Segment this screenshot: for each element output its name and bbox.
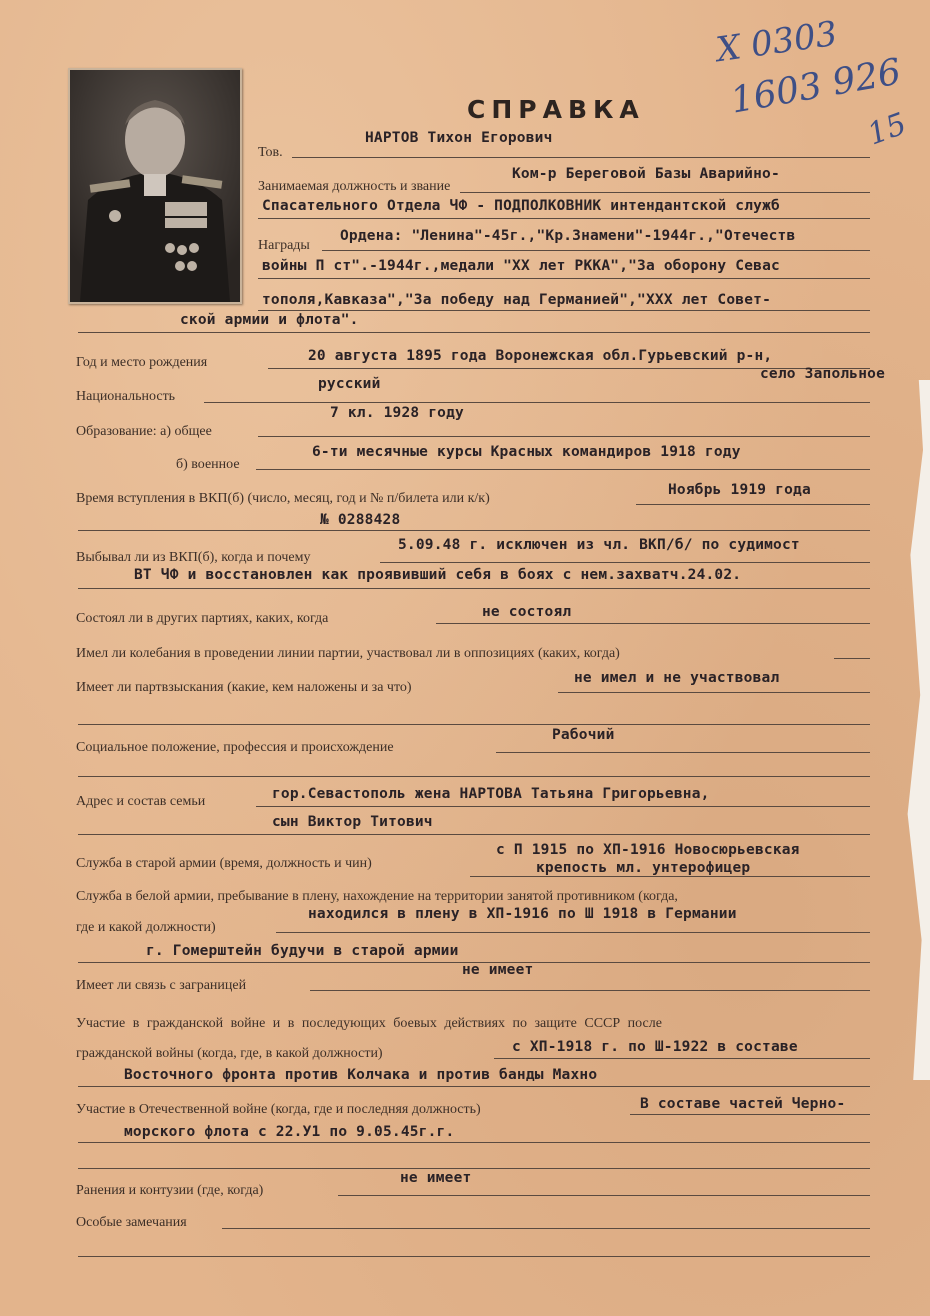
form-line: [310, 990, 870, 991]
torn-edge: [902, 380, 930, 1080]
handwritten-note: Х 0303: [713, 13, 840, 71]
awards-label: Награды: [258, 238, 310, 253]
form-line: [78, 1168, 870, 1169]
document-title: СПРАВКА: [467, 95, 645, 124]
name-value: НАРТОВ Тихон Егорович: [365, 130, 553, 146]
form-line: [204, 402, 870, 403]
form-line: [78, 1142, 870, 1143]
form-line: [630, 1114, 870, 1115]
social-label: Социальное положение, профессия и происхождение: [76, 740, 394, 755]
wounds-label: Ранения и контузии (где, когда): [76, 1183, 264, 1198]
ww2-value: морского флота с 22.У1 по 9.05.45г.г.: [124, 1124, 455, 1140]
portrait-photo: [68, 68, 242, 304]
form-line: [256, 469, 870, 470]
form-line: [276, 932, 870, 933]
form-line: [78, 332, 870, 333]
penalties-label: Имеет ли партвзыскания (какие, кем наложены и за что): [76, 680, 412, 695]
form-line: [258, 436, 870, 437]
social-value: Рабочий: [552, 727, 615, 743]
awards-value: Ордена: "Ленина"-45г.,"Кр.Знамени"-1944г.,"Отечеств: [340, 228, 796, 244]
education-military-label: б) военное: [176, 457, 240, 472]
awards-value: ской армии и флота".: [180, 312, 359, 328]
white-army-label: где и какой должности): [76, 920, 216, 935]
form-line: [436, 623, 870, 624]
ww2-label: Участие в Отечественной войне (когда, где и последняя должность): [76, 1102, 481, 1117]
form-line: [256, 806, 870, 807]
form-line: [460, 192, 870, 193]
old-army-label: Служба в старой армии (время, должность и чин): [76, 856, 372, 871]
party-exit-label: Выбывал ли из ВКП(б), когда и почему: [76, 550, 311, 565]
party-join-label: Время вступления в ВКП(б) (число, месяц, год и № п/билета или к/к): [76, 491, 490, 506]
other-parties-value: не состоял: [482, 604, 572, 620]
party-join-value: Ноябрь 1919 года: [668, 482, 811, 498]
address-value: гор.Севастополь жена НАРТОВА Татьяна Григорьевна,: [272, 786, 710, 802]
civil-war-label: Участие в гражданской войне и в последующих боевых действиях по защите СССР после: [76, 1016, 662, 1031]
civil-war-label: гражданской войны (когда, где, в какой должности): [76, 1046, 383, 1061]
form-line: [834, 658, 870, 659]
birth-value: 20 августа 1895 года Воронежская обл.Гурьевский р-н,: [308, 348, 773, 364]
form-line: [496, 752, 870, 753]
form-line: [78, 588, 870, 589]
form-line: [78, 834, 870, 835]
form-line: [222, 1228, 870, 1229]
civil-war-value: с ХП-1918 г. по Ш-1922 в составе: [512, 1039, 798, 1055]
form-line: [494, 1058, 870, 1059]
old-army-value: с П 1915 по ХП-1916 Новосюрьевская: [496, 842, 800, 858]
other-parties-label: Состоял ли в других партиях, каких, когда: [76, 611, 329, 626]
form-line: [470, 876, 870, 877]
awards-value: тополя,Кавказа","За победу над Германией","XXX лет Совет-: [262, 292, 771, 308]
handwritten-note: 1603 926: [727, 51, 905, 122]
address-label: Адрес и состав семьи: [76, 794, 206, 809]
old-army-value: крепость мл. унтерофицер: [536, 860, 751, 876]
party-card-value: № 0288428: [320, 512, 401, 528]
position-value: Ком-р Береговой Базы Аварийно-: [512, 166, 780, 182]
abroad-label: Имеет ли связь с заграницей: [76, 978, 247, 993]
form-line: [258, 310, 870, 311]
oppositions-label: Имел ли колебания в проведении линии партии, участвовал ли в оппозициях (каких, когда): [76, 646, 620, 661]
penalties-value: не имел и не участвовал: [574, 670, 780, 686]
form-line: [78, 776, 870, 777]
handwritten-note: 15: [863, 106, 912, 153]
white-army-value: г. Гомерштейн будучи в старой армии: [146, 943, 459, 959]
form-line: [258, 278, 870, 279]
form-line: [78, 1086, 870, 1087]
abroad-value: не имеет: [462, 962, 534, 978]
form-line: [78, 1256, 870, 1257]
position-label: Занимаемая должность и звание: [258, 179, 451, 194]
form-line: [78, 724, 870, 725]
awards-value: войны П ст".-1944г.,медали "XX лет РККА","За оборону Севас: [262, 258, 780, 274]
education-general-label: Образование: а) общее: [76, 424, 212, 439]
form-line: [78, 530, 870, 531]
ww2-value: В составе частей Черно-: [640, 1096, 846, 1112]
birth-label: Год и место рождения: [76, 355, 208, 370]
remarks-label: Особые замечания: [76, 1215, 187, 1230]
education-general-value: 7 кл. 1928 году: [330, 405, 464, 421]
education-military-value: 6-ти месячные курсы Красных командиров 1918 году: [312, 444, 741, 460]
white-army-value: находился в плену в ХП-1916 по Ш 1918 в Германии: [308, 906, 737, 922]
form-line: [292, 157, 870, 158]
nationality-value: русский: [318, 376, 381, 392]
nationality-label: Национальность: [76, 389, 176, 404]
form-line: [258, 218, 870, 219]
name-label: Тов.: [258, 145, 283, 160]
party-exit-value: 5.09.48 г. исключен из чл. ВКП/б/ по судимост: [398, 537, 800, 553]
position-value: Спасательного Отдела ЧФ - ПОДПОЛКОВНИК интендантской служб: [262, 198, 780, 214]
form-line: [380, 562, 870, 563]
white-army-label: Служба в белой армии, пребывание в плену, нахождение на территории занятой противником (когда,: [76, 889, 678, 904]
address-value: сын Виктор Титович: [272, 814, 433, 830]
form-line: [558, 692, 870, 693]
wounds-value: не имеет: [400, 1170, 472, 1186]
birth-value: село Запольное: [760, 366, 886, 382]
form-line: [636, 504, 870, 505]
civil-war-value: Восточного фронта против Колчака и против банды Махно: [124, 1067, 598, 1083]
form-line: [338, 1195, 870, 1196]
form-line: [322, 250, 870, 251]
party-exit-value: ВТ ЧФ и восстановлен как проявивший себя в боях с нем.захватч.24.02.: [134, 567, 742, 583]
